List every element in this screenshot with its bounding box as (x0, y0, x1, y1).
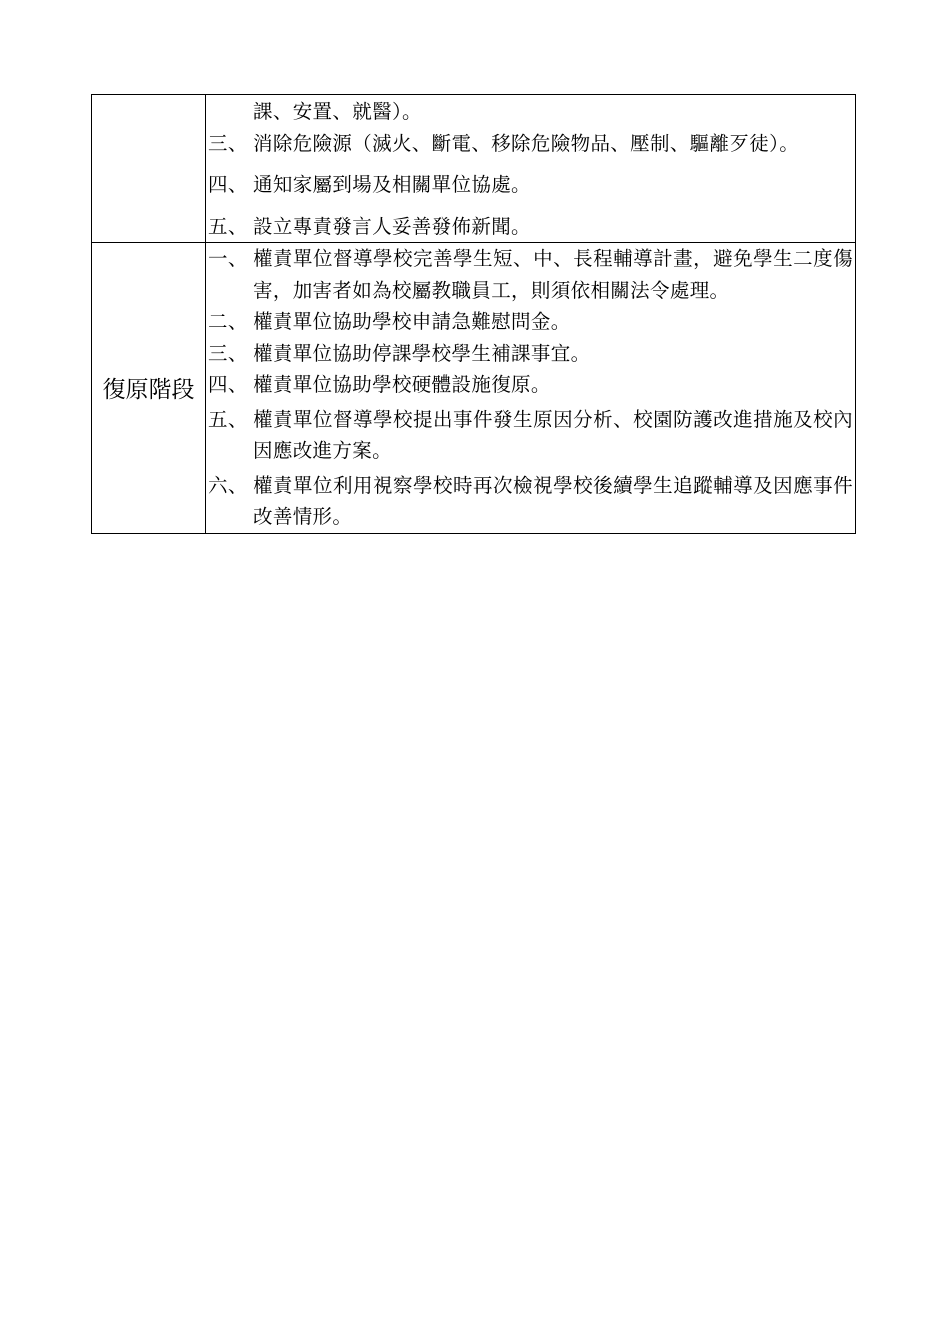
list-item (206, 404, 855, 467)
response-measures-table (91, 94, 856, 534)
content-cell (206, 95, 856, 243)
list-item (206, 169, 855, 201)
item-number: 三、 (208, 341, 248, 365)
list-item (206, 306, 855, 338)
list-item (206, 95, 855, 128)
item-text: 權責單位協助停課學校學生補課事宜。 (253, 341, 591, 365)
item-text: 權責單位利用視察學校時再次檢視學校後續學生追蹤輔導及因應事件改善情形。 (253, 473, 853, 528)
item-number: 一、 (208, 247, 248, 270)
content-cell (206, 243, 856, 534)
item-number: 三、 (208, 131, 248, 155)
item-text: 權責單位協助學校硬體設施復原。 (253, 373, 551, 396)
list-item (206, 243, 855, 306)
list-item (206, 470, 855, 533)
item-number: 四、 (208, 173, 248, 196)
list-item (206, 369, 855, 401)
item-number: 五、 (208, 407, 248, 431)
item-text: 權責單位督導學校完善學生短、中、長程輔導計畫，避免學生二度傷害，加害者如為校屬教職員工，則須依相關法令處理。 (253, 247, 853, 302)
table-row (92, 243, 856, 534)
item-text: 設立專責發言人妥善發佈新聞。 (253, 214, 531, 238)
list-item (206, 211, 855, 243)
item-text: 通知家屬到場及相關單位協處。 (253, 173, 531, 196)
item-number: 二、 (208, 310, 248, 333)
item-text: 權責單位協助學校申請急難慰問金。 (253, 310, 571, 333)
stage-cell-continued (92, 95, 206, 243)
stage-cell-recovery: 復原階段 (92, 243, 206, 534)
item-text: 權責單位督導學校提出事件發生原因分析、校園防護改進措施及校內因應改進方案。 (253, 407, 853, 462)
list-item (206, 338, 855, 370)
item-number: 六、 (208, 473, 248, 497)
table-row (92, 95, 856, 243)
item-text: 消除危險源（滅火、斷電、移除危險物品、壓制、驅離歹徒）。 (253, 131, 800, 155)
item-number: 四、 (208, 373, 248, 396)
item-number: 五、 (208, 214, 248, 238)
list-item (206, 128, 855, 160)
item-text: 課、安置、就醫）。 (253, 100, 422, 123)
